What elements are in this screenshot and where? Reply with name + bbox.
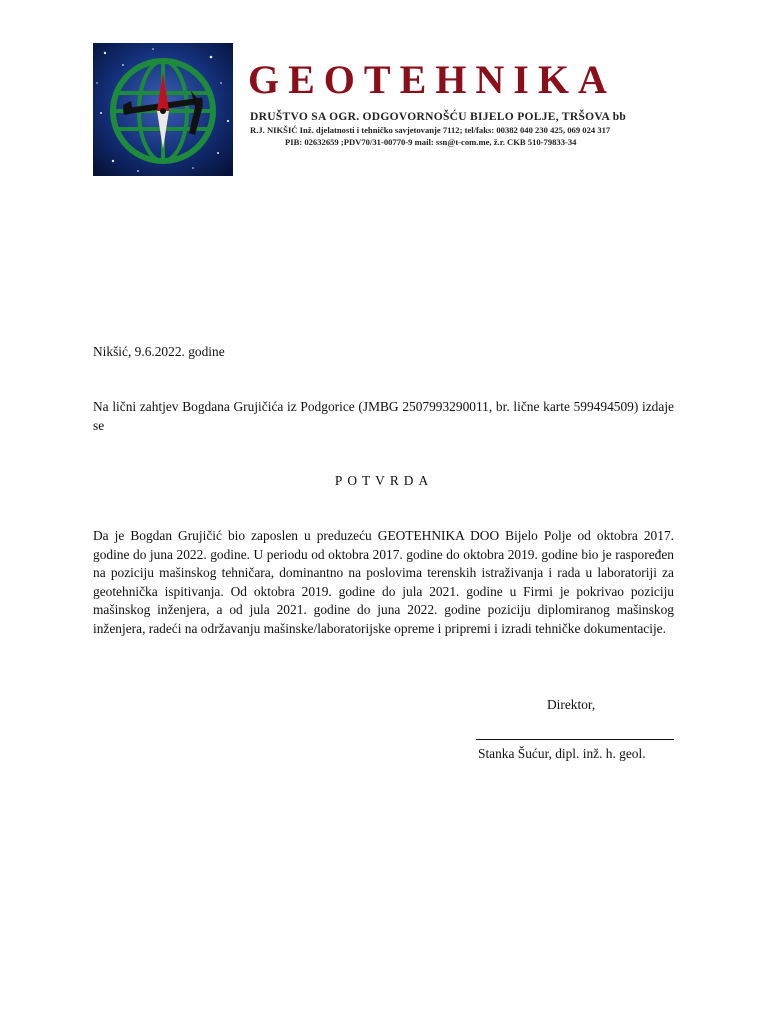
request-paragraph: Na lični zahtjev Bogdana Grujičića iz Podgorice (JMBG 2507993290011, br. lične karte 599494509) izdaje se [93, 399, 674, 433]
document-title: POTVRDA [334, 473, 434, 488]
company-legal-line: DRUŠTVO SA OGR. ODGOVORNOŠĆU BIJELO POLJE, TRŠOVA bb [250, 111, 627, 123]
director-label: Direktor, [547, 697, 596, 712]
confirmation-body: Da je Bogdan Grujičić bio zaposlen u preduzeću GEOTEHNIKA DOO Bijelo Polje od oktobra 2017. godine do juna 2022. godine. U periodu od oktobra 2017. godine do oktobra 2019. godine bio je raspoređen na poziciju mašinskog tehničara, dominantno na poslovima terenskih istraživanja i rada u laboratoriji za geotehnička ispitivanja. Od oktobra 2019. godine do jula 2021. godine u Firmi je pokrivao poziciju mašinskog inženjera, a od jula 2021. godine do juna 2022. godine poziciju diplomiranog mašinskog inženjera, radeći na održavanju mašinske/laboratorijske opreme i pripremi i izradi tehničke dokumentacije. [93, 528, 674, 636]
company-name: GEOTEHNIKA [248, 57, 616, 102]
company-contact-line: R.J. NIKŠIĆ Inž. djelatnosti i tehničko savjetovanje 7112; tel/faks: 00382 040 230 425, 069 024 317 [250, 125, 611, 135]
place-date: Nikšić, 9.6.2022. godine [93, 344, 225, 359]
signatory-name: Stanka Šućur, dipl. inž. h. geol. [478, 746, 646, 761]
signature-line [476, 739, 674, 740]
company-tax-line: PIB: 02632659 ;PDV70/31-00770-9 mail: ssn@t-com.me, ž.r. CKB 510-79833-34 [285, 137, 577, 147]
company-logo-icon [93, 43, 233, 176]
